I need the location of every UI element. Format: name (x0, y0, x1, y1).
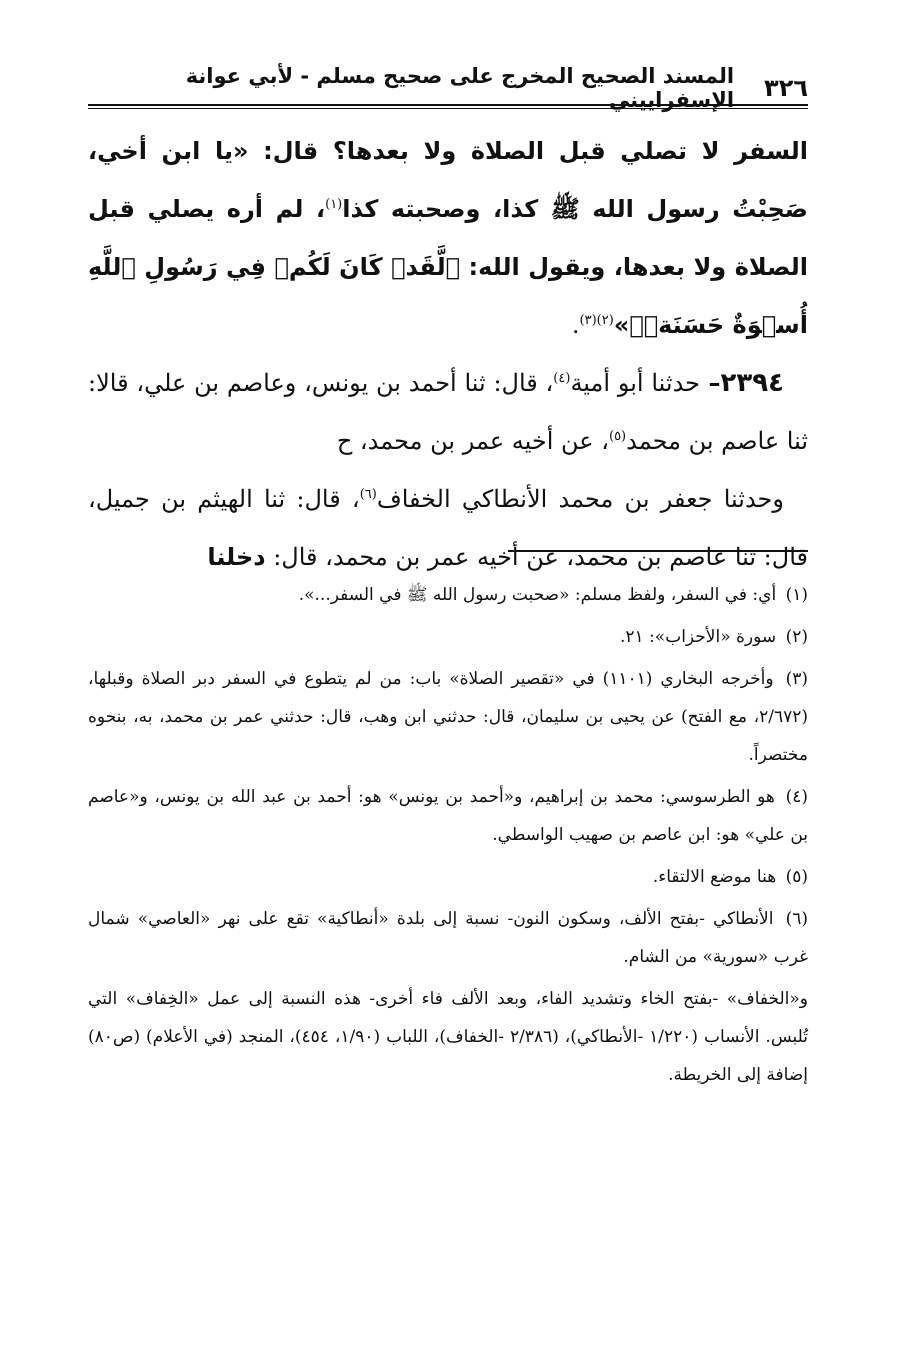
footnote-text: هنا موضع الالتقاء. (652, 867, 777, 887)
footnote-text: الأنطاكي -بفتح الألف، وسكون النون- نسبة إلى بلدة «أنطاكية» تقع على نهر «العاصي» شمال غرب «سورية» من الشام. (88, 909, 808, 967)
isnad-text-1: حدثنا أبو أمية (570, 369, 701, 397)
footnote-divider (508, 550, 808, 552)
footnotes (88, 576, 808, 1098)
footnote-text: وأخرجه البخاري (١١٠١) في «تقصير الصلاة» باب: من لم يتطوع في السفر دبر الصلاة وقبلها، (٢/٦٧٢، مع الفتح) عن يحيى بن سليمان، قال: حدثني ابن وهب، قال: حدثني عمر بن محمد، به، بنحوه مختصراً. (88, 669, 808, 765)
isnad-text-2: ، قال: ثنا أحمد بن يونس، وعاصم بن علي، قالا: ثنا عاصم بن محمد (88, 369, 808, 455)
isnad-text-4: وحدثنا جعفر بن محمد الأنطاكي الخفاف (376, 485, 784, 513)
footnote-number: (٢) (785, 627, 808, 647)
footnote-1 (88, 576, 808, 614)
quote-text: السفر لا تصلي قبل الصلاة ولا بعدها؟ قال: «يا ابن أخي، صَحِبْتُ رسول الله ﷺ كذا، وصحبته كذا (88, 137, 808, 223)
paragraph-3 (88, 470, 808, 586)
hadith-number: ٢٣٩٤ (720, 368, 784, 398)
sentence-end: . (571, 311, 580, 339)
header-divider (88, 104, 808, 109)
footnote-ref-2-3: (٢)(٣) (579, 313, 614, 328)
footnote-6 (88, 900, 808, 976)
footnote-3 (88, 660, 808, 774)
main-text (88, 122, 808, 586)
footnote-number: (٦) (785, 909, 809, 929)
footnote-text: هو الطرسوسي: محمد بن إبراهيم، و«أحمد بن يونس» هو: أحمد بن عبد الله بن يونس، و«عاصم بن علي» هو: ابن عاصم بن صهيب الواسطي. (88, 787, 808, 845)
footnote-4 (88, 778, 808, 854)
footnote-text: أي: في السفر، ولفظ مسلم: «صحبت رسول الله ﷺ في السفر...». (298, 585, 777, 605)
book-page (88, 60, 808, 1260)
footnote-2 (88, 618, 808, 656)
footnote-text: و«الخفاف» -بفتح الخاء وتشديد الفاء، وبعد الألف فاء أخرى- هذه النسبة إلى عمل «الخِفاف» التي تُلبس. الأنساب (١/٢٢٠ -الأنطاكي)، (٢/٣٨٦ -الخفاف)، اللباب (١/٩٠، ٤٥٤)، المنجد (في الأعلام) (ص٨٠) إضافة إلى الخريطة. (88, 989, 808, 1085)
footnote-5 (88, 858, 808, 896)
matn-start: دخلنا (207, 543, 266, 571)
running-title: المسند الصحيح المخرج على صحيح مسلم - لأبي عوانة الإسفراييني (185, 64, 735, 112)
paragraph-2 (88, 354, 808, 470)
footnote-ref-1: (١) (325, 197, 343, 212)
footnote-ref-4: (٤) (553, 371, 571, 386)
footnote-text: سورة «الأحزاب»: ٢١. (619, 627, 777, 647)
footnote-ref-5: (٥) (608, 429, 627, 444)
footnote-number: (١) (785, 585, 808, 605)
page-header (88, 64, 808, 112)
quote-text-2: ، لم أره يصلي قبل الصلاة ولا بعدها، ويقول الله: ﴿لَّقَدۡ كَانَ لَكُمۡ فِي رَسُولِ ٱللَّهِ أُسۡوَةٌ حَسَنَةٞ﴾» (88, 195, 808, 339)
paragraph-1 (88, 122, 808, 354)
footnote-number: (٣) (785, 669, 808, 689)
footnote-6-continuation (88, 980, 808, 1094)
footnote-number: (٥) (785, 867, 808, 887)
footnote-number: (٤) (785, 787, 808, 807)
isnad-text-5: ، قال: ثنا الهيثم بن جميل، قال: ثنا عاصم بن محمد، عن أخيه عمر بن محمد، قال: (88, 485, 808, 571)
hadith-dash: – (700, 369, 721, 397)
footnote-ref-6: (٦) (359, 487, 377, 502)
isnad-text-3: ، عن أخيه عمر بن محمد، ح (336, 427, 609, 455)
page-number: ٣٢٦ (764, 74, 808, 102)
